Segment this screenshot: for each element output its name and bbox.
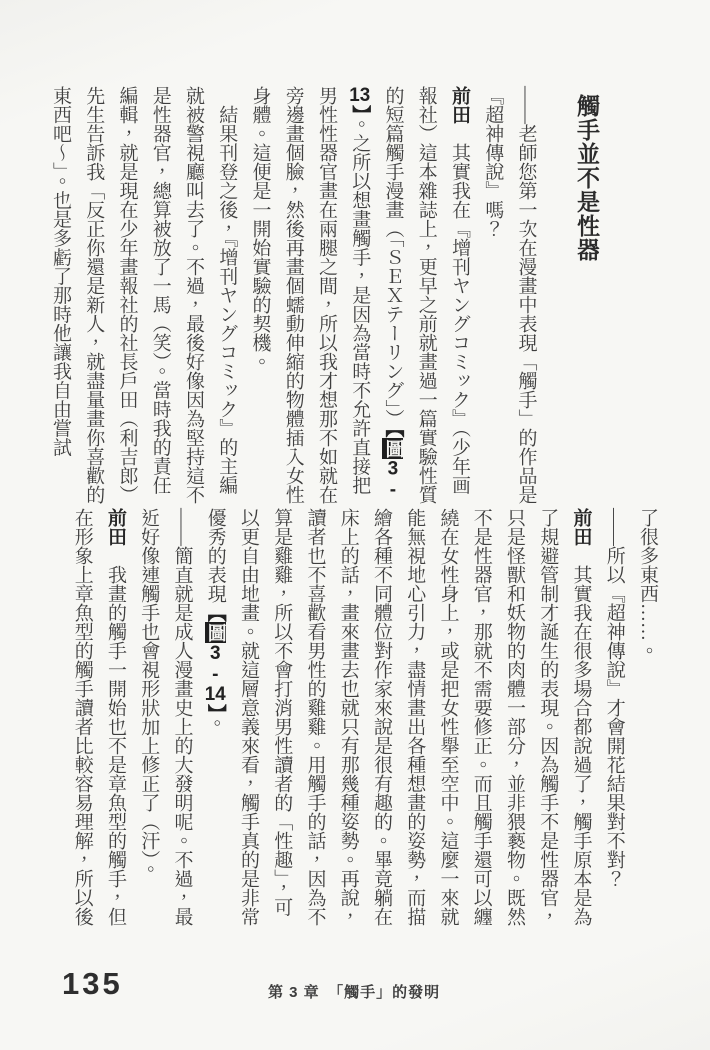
speaker-label: 前田	[105, 508, 126, 546]
text-segment: 【	[204, 603, 226, 622]
continuation-text	[631, 508, 664, 929]
figure-box: 圖	[204, 623, 226, 642]
text-segment: 其實我在很多場合都說過了，觸手原本是為了規避管制才誕生的表現。因為觸手不是性器官，只是怪獸和妖物的肉體一部分，並非猥褻物。既然不是性器官，那就不需要修正。而且觸手還可以纏繞在女性身上，或是把女性舉至空中。這麼一來就能無視地心引力，盡情畫出各種想畫的姿勢，而描繪各種不同體位對作家來說是很有趣的。畢竟躺在床上的話，畫來畫去也就只有那幾種姿勢。再說，讀者也不喜歡看男性的雞雞。用觸手的話，因為不算是雞雞，所以不會打消男性讀者的「性趣」，可以更自由地畫。就這層意義來看，觸手真的是非常優秀的表現	[204, 508, 592, 926]
text-segment: 我畫的觸手一開始也不是章魚型的觸手，但在形象上章魚型的觸手讀者比較容易理解，所以後	[71, 508, 126, 926]
band-upper-flow	[44, 86, 543, 507]
maeda-answer	[199, 508, 598, 929]
chapter-label: 第 3 章 「觸手」的發明	[268, 984, 441, 1001]
text-segment: 了很多東西……。	[637, 508, 658, 660]
maeda-answer-continued	[44, 86, 244, 507]
speaker-label: 前田	[570, 508, 592, 546]
text-segment: 14	[204, 685, 226, 704]
text-segment: 13	[349, 86, 371, 105]
text-band-upper	[40, 86, 606, 507]
text-segment: 【	[382, 428, 404, 438]
maeda-answer	[66, 508, 133, 929]
section-title: 觸手並不是性器	[574, 94, 600, 262]
interviewer-question	[476, 86, 543, 507]
text-segment: ——老師您第一次在漫畫中表現「觸手」的作品是『超神傳說』嗎？	[482, 86, 537, 504]
text-segment: 】	[204, 704, 226, 714]
interviewer-question	[598, 508, 631, 929]
text-segment: 。	[204, 713, 226, 733]
text-segment: 】	[349, 105, 371, 115]
text-segment: 結果刊登之後，『增刊ヤングコミック』的主編就被警視廳叫去了。不過，最後好像因為堅持這不是性器官，總算被放了一馬（笑）。當時我的責任編輯，就是現在少年畫報社的社長戶田（利吉郎）先生告訴我「反正你還是新人，就盡量畫你喜歡的東西吧～」。也是多虧了那時他讓我自由嘗試	[49, 86, 238, 504]
speaker-label: 前田	[448, 86, 470, 124]
text-segment: ——所以『超神傳說』才會開花結果對不對？	[603, 508, 625, 888]
text-segment: 3-	[382, 458, 404, 501]
figure-box: 圖	[382, 438, 404, 458]
maeda-answer	[243, 86, 476, 507]
text-segment: 。之所以想畫觸手，是因為當時不允許直接把男性性器官畫在兩腿之間，所以我才想那不如就在旁邊畫個臉，然後再畫個蠕動伸縮的物體插入女性身體。這便是一開始實驗的契機。	[249, 86, 371, 504]
band-lower-flow	[66, 508, 665, 929]
interviewer-question	[132, 508, 199, 929]
text-segment: 其實我在『增刊ヤングコミック』（少年画報社）這本雜誌上，更早之前就畫過一篇實驗性質的短篇觸手漫畫（「ＳＥＸテーリング」）	[382, 86, 470, 504]
text-band-lower	[44, 508, 664, 929]
text-segment: ——簡直就是成人漫畫史上的大發明呢。不過，最近好像連觸手也會視形狀加上修正了（汗）。	[138, 508, 193, 926]
page-number: 135	[62, 966, 123, 1001]
text-segment: 3-	[204, 643, 226, 685]
